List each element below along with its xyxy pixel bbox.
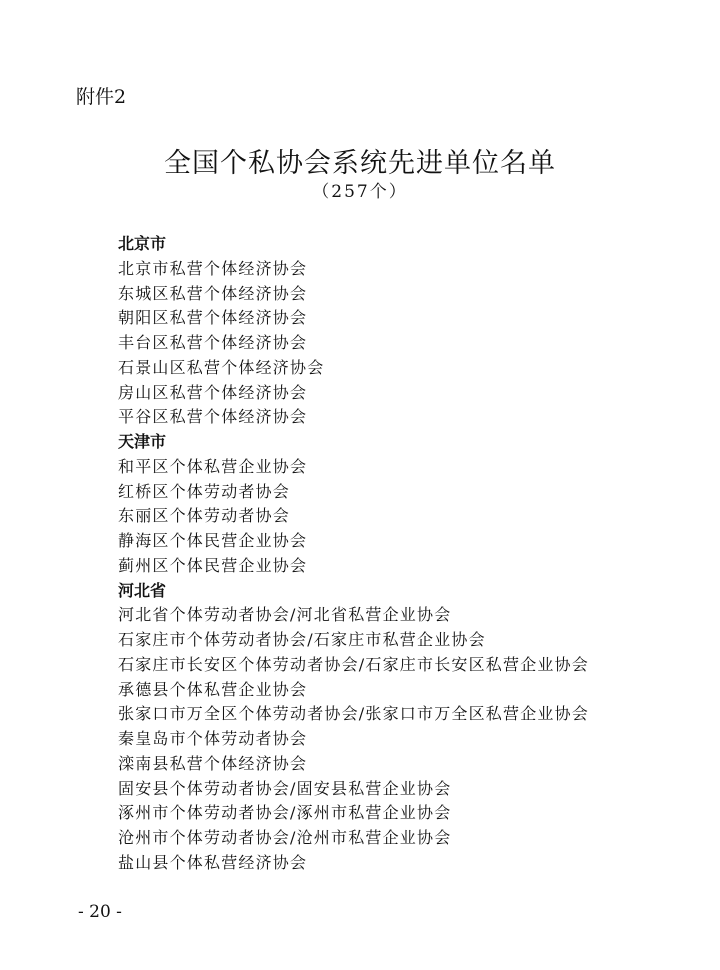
unit-list xyxy=(118,232,678,876)
unit-item: 东丽区个体劳动者协会 xyxy=(118,506,291,526)
region-heading-beijing: 北京市 xyxy=(118,234,167,253)
unit-item: 红桥区个体劳动者协会 xyxy=(118,481,291,501)
attachment-label: 附件2 xyxy=(76,86,127,108)
unit-item: 蓟州区个体民营企业协会 xyxy=(118,555,308,575)
unit-item: 石景山区私营个体经济协会 xyxy=(118,357,325,377)
unit-item: 石家庄市个体劳动者协会/石家庄市私营企业协会 xyxy=(118,630,486,649)
unit-item: 东城区私营个体经济协会 xyxy=(118,283,308,303)
unit-item: 丰台区私营个体经济协会 xyxy=(118,333,308,352)
unit-item: 涿州市个体劳动者协会/涿州市私营企业协会 xyxy=(118,803,452,823)
unit-item: 朝阳区私营个体经济协会 xyxy=(118,308,308,328)
unit-item: 静海区个体民营企业协会 xyxy=(118,531,308,550)
unit-item: 房山区私营个体经济协会 xyxy=(118,382,308,402)
page-title: 全国个私协会系统先进单位名单 xyxy=(164,148,556,179)
unit-item: 盐山县个体私营经济协会 xyxy=(118,852,308,872)
page-number: - 20 - xyxy=(78,902,122,922)
unit-item: 河北省个体劳动者协会/河北省私营企业协会 xyxy=(118,605,452,625)
region-heading-hebei: 河北省 xyxy=(118,580,167,600)
unit-item: 平谷区私营个体经济协会 xyxy=(118,407,308,427)
unit-item: 沧州市个体劳动者协会/沧州市私营企业协会 xyxy=(118,828,452,847)
unit-item: 滦南县私营个体经济协会 xyxy=(118,753,308,773)
unit-item: 和平区个体私营企业协会 xyxy=(118,456,308,476)
unit-item: 北京市私营个体经济协会 xyxy=(118,258,308,278)
count-subtitle: （257个） xyxy=(312,182,408,202)
unit-item: 固安县个体劳动者协会/固安县私营企业协会 xyxy=(118,778,452,798)
unit-item: 石家庄市长安区个体劳动者协会/石家庄市长安区私营企业协会 xyxy=(118,654,589,674)
region-heading-tianjin: 天津市 xyxy=(118,432,167,451)
unit-item: 承德县个体私营企业协会 xyxy=(118,679,308,699)
unit-item: 张家口市万全区个体劳动者协会/张家口市万全区私营企业协会 xyxy=(118,704,589,724)
unit-item: 秦皇岛市个体劳动者协会 xyxy=(118,729,308,748)
